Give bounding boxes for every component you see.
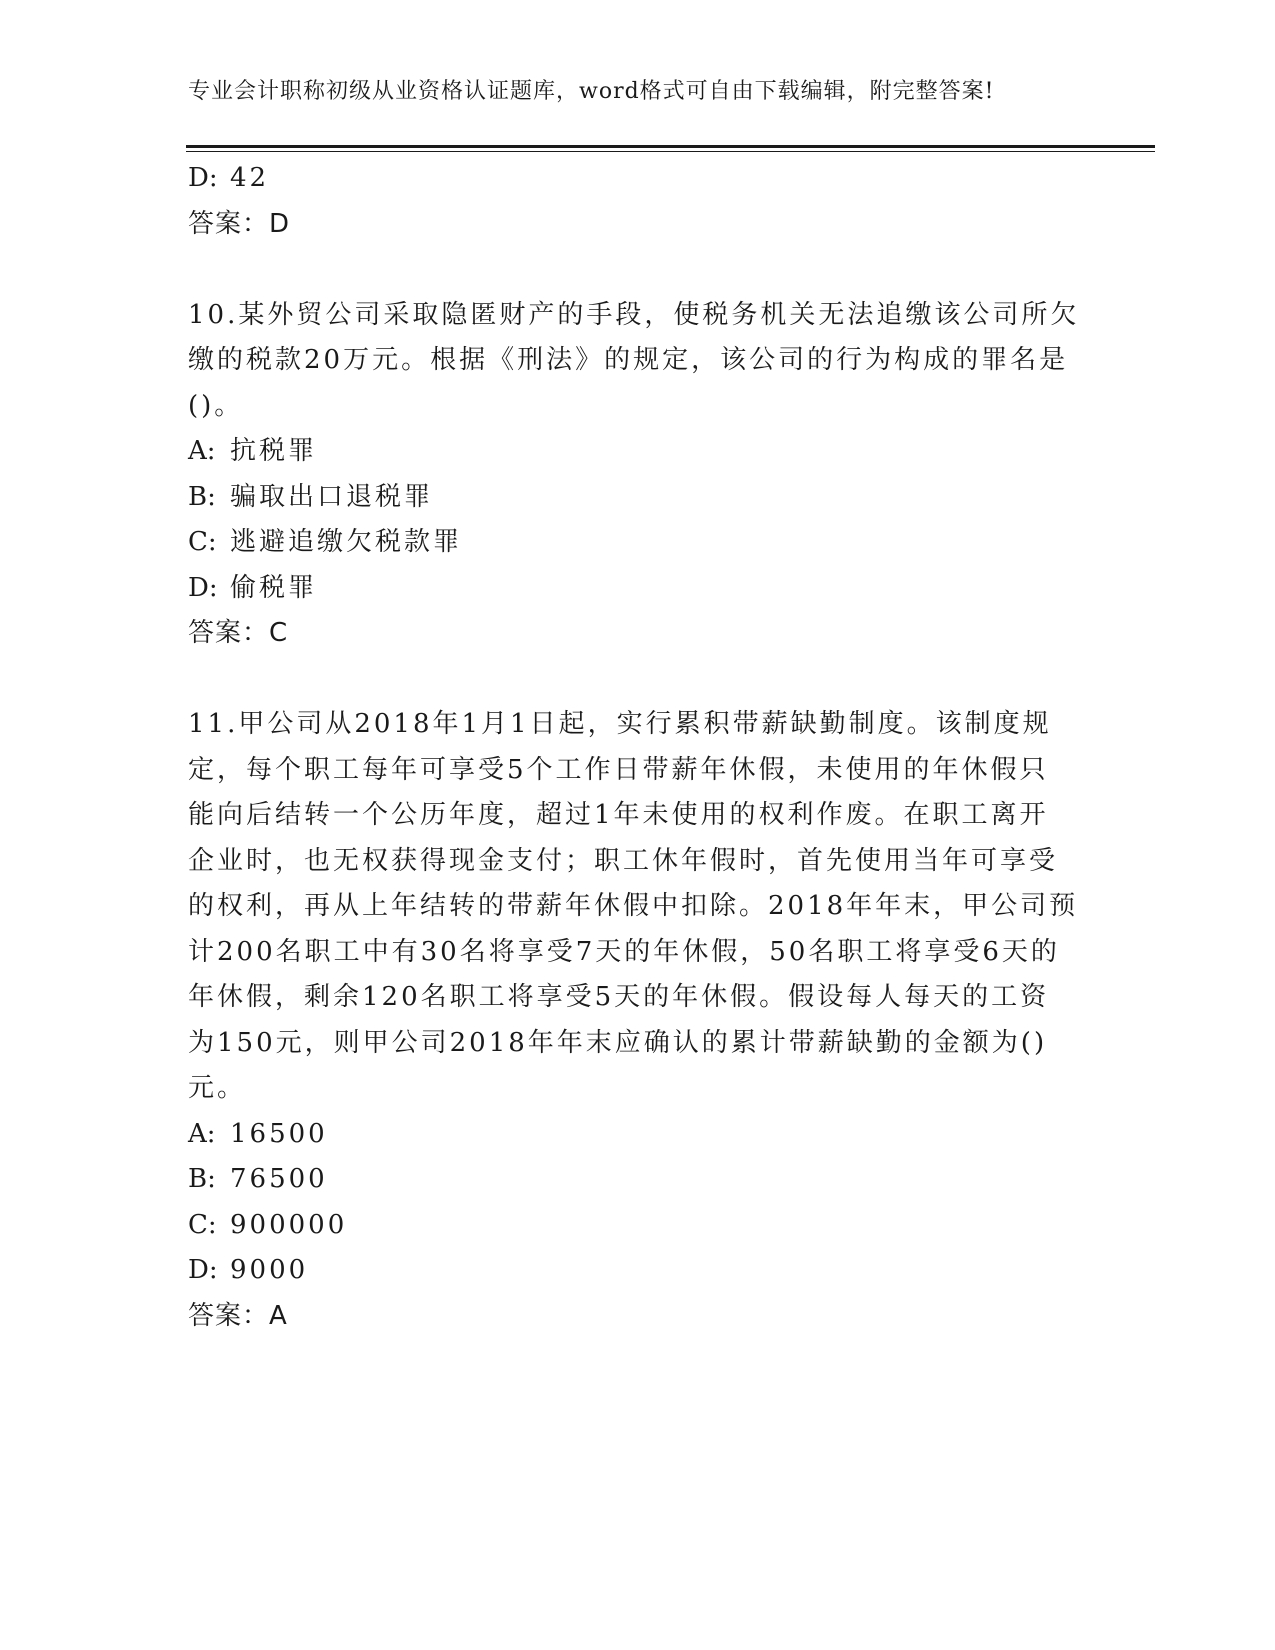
- question-text-line: 元。: [188, 1073, 247, 1103]
- option-b: [188, 1157, 1088, 1203]
- question-text-line: 的权利，再从上年结转的带薪年休假中扣除。2018年年末，甲公司预: [188, 891, 1079, 921]
- option-letter: B:: [188, 1164, 216, 1194]
- option-text: 抗税罪: [230, 436, 318, 466]
- spacer: [188, 247, 1088, 293]
- answer-line: 答案：D: [188, 208, 291, 239]
- question-text-line: 计200名职工中有30名将享受7天的年休假，50名职工将享受6天的: [188, 936, 1060, 967]
- option-letter: D:: [188, 1255, 218, 1285]
- header-rule-thick: [186, 145, 1155, 148]
- question-11: [188, 702, 1088, 1339]
- option-d: [188, 1248, 1088, 1294]
- question-10: [188, 293, 1088, 657]
- option-text: 76500: [230, 1164, 328, 1194]
- question-text-line: 定，每个职工每年可享受5个工作日带薪年休假，未使用的年休假只: [188, 754, 1049, 785]
- option-d: [188, 156, 1088, 202]
- option-letter: C:: [188, 527, 217, 557]
- option-text: 900000: [230, 1209, 348, 1240]
- option-text: 逃避追缴欠税款罪: [230, 527, 463, 557]
- option-c: [188, 1203, 1088, 1249]
- header-rule-thin: [186, 151, 1155, 152]
- option-letter: A:: [188, 1118, 216, 1149]
- option-letter: A:: [188, 436, 216, 466]
- page-content: [188, 156, 1088, 1339]
- option-text: 骗取出口退税罪: [230, 481, 434, 512]
- answer-line: 答案：A: [188, 1300, 288, 1331]
- question-text-line: 能向后结转一个公历年度，超过1年未使用的权利作废。在职工离开: [188, 800, 1049, 830]
- question-text-line: ()。: [188, 390, 244, 421]
- option-letter: B:: [188, 481, 216, 512]
- option-a: [188, 429, 1088, 475]
- question-text-line: 年休假，剩余120名职工将享受5天的年休假。假设每人每天的工资: [188, 982, 1050, 1012]
- page-header: 专业会计职称初级从业资格认证题库，word格式可自由下载编辑，附完整答案!: [188, 79, 995, 104]
- option-letter: D:: [188, 572, 218, 603]
- spacer: [188, 657, 1088, 703]
- option-letter: C:: [188, 1209, 217, 1240]
- option-text: 16500: [230, 1118, 328, 1149]
- question-text-line: 为150元，则甲公司2018年年末应确认的累计带薪缺勤的金额为(): [188, 1027, 1048, 1058]
- option-b: [188, 475, 1088, 521]
- option-text: 9000: [230, 1255, 309, 1285]
- option-a: [188, 1112, 1088, 1158]
- answer-line: 答案：C: [188, 618, 289, 648]
- option-text: 42: [230, 163, 270, 193]
- option-d: [188, 566, 1088, 612]
- option-letter: D:: [188, 163, 218, 193]
- question-text-line: 11.甲公司从2018年1月1日起，实行累积带薪缺勤制度。该制度规: [188, 709, 1052, 739]
- option-text: 偷税罪: [230, 572, 318, 603]
- option-c: [188, 520, 1088, 566]
- question-text-line: 缴的税款20万元。根据《刑法》的规定，该公司的行为构成的罪名是: [188, 345, 1069, 375]
- question-text-line: 企业时，也无权获得现金支付；职工休年假时，首先使用当年可享受: [188, 845, 1059, 876]
- question-text-line: 10.某外贸公司采取隐匿财产的手段，使税务机关无法追缴该公司所欠: [188, 299, 1080, 330]
